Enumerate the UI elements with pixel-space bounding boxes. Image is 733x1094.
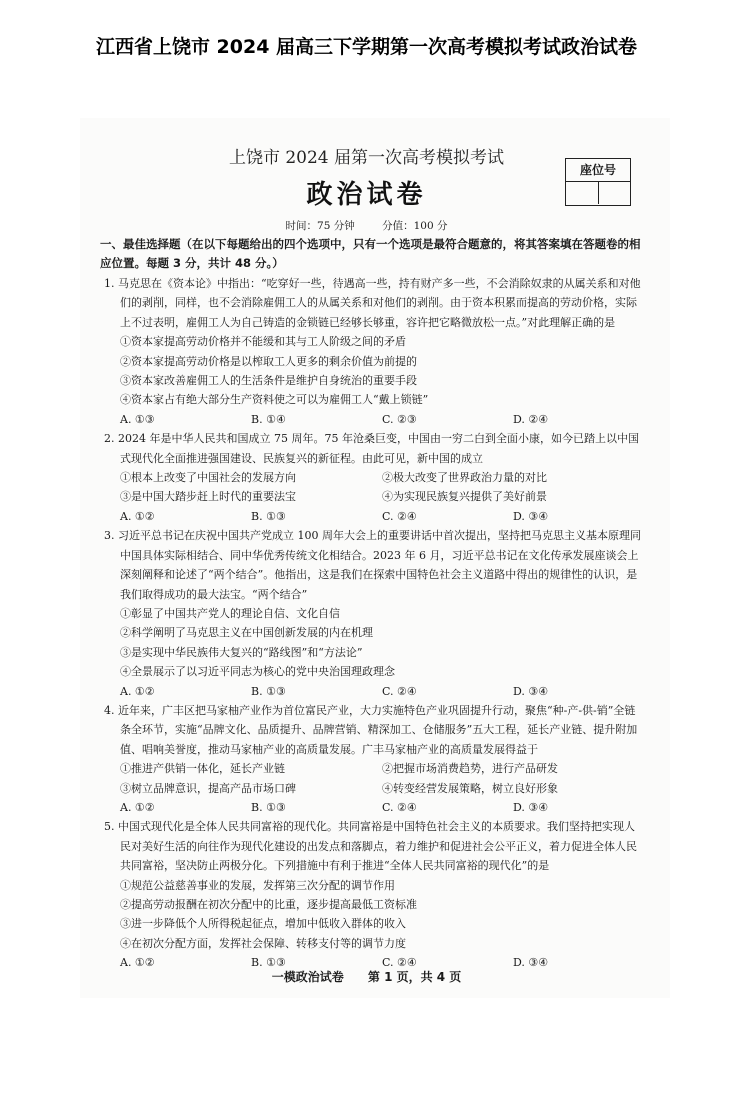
statement-option-row bbox=[120, 759, 644, 778]
answer-choice-a: A. ①③ bbox=[120, 412, 155, 426]
statement-option: ③进一步降低个人所得税起征点，增加中低收入群体的收入 bbox=[120, 917, 406, 931]
answer-choice-d: D. ③④ bbox=[513, 684, 549, 698]
answer-choice-b: B. ①④ bbox=[251, 412, 286, 426]
statement-option: ③树立品牌意识，提高产品市场口碑 bbox=[120, 781, 296, 795]
statement-option: ②把握市场消费趋势，进行产品研发 bbox=[382, 762, 558, 776]
statement-option: ④全景展示了以习近平同志为核心的党中央治国理政理念 bbox=[120, 665, 395, 679]
statement-option: ①规范公益慈善事业的发展，发挥第三次分配的调节作用 bbox=[120, 878, 395, 892]
question-stem: 2. 2024 年是中华人民共和国成立 75 周年。75 年沧桑巨变，中国由一穷二白到全面小康，如今已踏上以中国式现代化全面推进强国建设、民族复兴的新征程。由此可见，新中国的成立 bbox=[104, 432, 639, 465]
answer-choice-b: B. ①③ bbox=[251, 509, 286, 523]
statement-option: ②极大改变了世界政治力量的对比 bbox=[382, 471, 547, 485]
statement-option: ①资本家提高劳动价格并不能缓和其与工人阶级之间的矛盾 bbox=[120, 335, 406, 349]
answer-choice-c: C. ②④ bbox=[382, 956, 417, 970]
statement-option: ③是中国大踏步赶上时代的重要法宝 bbox=[120, 490, 296, 504]
seat-number-cells bbox=[566, 182, 630, 204]
statement-option: ④资本家占有绝大部分生产资料使之可以为雇佣工人“戴上锁链” bbox=[120, 393, 429, 407]
answer-choice-b: B. ①③ bbox=[251, 684, 286, 698]
answer-choice-d: D. ③④ bbox=[513, 509, 549, 523]
answer-choice-a: A. ①② bbox=[120, 509, 155, 523]
answer-choice-b: B. ①③ bbox=[251, 956, 286, 970]
statement-option: ①彰显了中国共产党人的理论自信、文化自信 bbox=[120, 606, 340, 620]
answer-choice-d: D. ②④ bbox=[513, 412, 549, 426]
statement-option: ②提高劳动报酬在初次分配中的比重，逐步提高最低工资标准 bbox=[120, 898, 417, 911]
question-stem: 4. 近年来，广丰区把马家柚产业作为首位富民产业，大力实施特色产业巩固提升行动，聚焦“种-产-供-销”全链条全环节，实施“品牌文化、品质提升、品牌营销、精深加工、仓储服务”五大工程，延长产业链、提升附加值、唱响美誉度，推动马家柚产业的高质量发展。广丰马家柚产业的高质量发展得益于 bbox=[104, 703, 638, 756]
question-stem: 1. 马克思在《资本论》中指出：“吃穿好一些，待遇高一些，持有财产多一些，不会消除奴隶的从属关系和对他们的剥削，同样，也不会消除雇佣工人的从属关系和对他们的剥削。由于资本积累而提高的劳动价格，实际上不过表明，雇佣工人为自己铸造的金锁链已经够长够重，容许把它略微放松一点。”对此理解正确的是 bbox=[104, 277, 641, 329]
answer-choices bbox=[120, 410, 644, 429]
statement-option: ④转变经营发展策略，树立良好形象 bbox=[382, 781, 558, 795]
subject-title: 政治试卷 bbox=[306, 180, 427, 210]
question-3 bbox=[104, 526, 644, 701]
answer-choice-a: A. ①② bbox=[120, 956, 155, 970]
statement-option-row bbox=[120, 779, 644, 798]
exam-title: 上饶市 2024 届第一次高考模拟考试 bbox=[228, 148, 505, 168]
answer-choice-d: D. ③④ bbox=[513, 956, 549, 970]
answer-choice-c: C. ②④ bbox=[382, 509, 417, 523]
statement-option: ①根本上改变了中国社会的发展方向 bbox=[120, 471, 296, 485]
answer-choice-d: D. ③④ bbox=[513, 800, 549, 814]
footer-exam-name: 一模政治试卷 bbox=[271, 970, 344, 984]
answer-choice-c: C. ②④ bbox=[382, 800, 417, 814]
exam-score: 分值：100 分 bbox=[382, 220, 448, 232]
statement-option: ②资本家提高劳动价格是以榨取工人更多的剩余价值为前提的 bbox=[120, 354, 417, 368]
question-list bbox=[104, 274, 644, 973]
statement-option: ①推进产供销一体化，延长产业链 bbox=[120, 762, 285, 776]
answer-choice-a: A. ①② bbox=[120, 684, 155, 698]
answer-choice-b: B. ①③ bbox=[251, 800, 286, 814]
statement-option-row bbox=[120, 487, 644, 506]
question-5 bbox=[104, 817, 644, 972]
answer-choice-c: C. ②③ bbox=[382, 412, 417, 426]
section-heading: 一、最佳选择题（在以下每题给出的四个选项中，只有一个选项是最符合题意的，将其答案填在答题卷的相应位置。每题 3 分，共计 48 分。） bbox=[100, 237, 641, 270]
question-stem: 3. 习近平总书记在庆祝中国共产党成立 100 周年大会上的重要讲话中首次提出，坚持把马克思主义基本原理同中国具体实际相结合、同中华优秀传统文化相结合。2023 年 6 月，习近平总书记在文化传承发展座谈会上深刻阐释和论述了“两个结合”。他指出，这是我们在探索中国特色社会主义道路中得出的规律性的认识，是我们取得成功的最大法宝。“两个结合” bbox=[104, 529, 641, 601]
question-2 bbox=[104, 429, 644, 526]
statement-option: ④在初次分配方面，发挥社会保障、转移支付等的调节力度 bbox=[120, 936, 406, 950]
question-stem: 5. 中国式现代化是全体人民共同富裕的现代化。共同富裕是中国特色社会主义的本质要求。我们坚持把实现人民对美好生活的向往作为现代化建设的出发点和落脚点，着力维护和促进社会公平正义，着力促进全体人民共同富裕，坚决防止两极分化。下列措施中有利于推进“全体人民共同富裕的现代化”的是 bbox=[104, 820, 637, 873]
answer-choices bbox=[120, 682, 644, 701]
seat-number-label: 座位号 bbox=[566, 159, 630, 182]
statement-option: ④为实现民族复兴提供了美好前景 bbox=[382, 490, 547, 504]
footer-page-number: 第 1 页，共 4 页 bbox=[367, 970, 462, 984]
answer-choices bbox=[120, 798, 644, 817]
statement-option-row bbox=[120, 468, 644, 487]
answer-choice-a: A. ①② bbox=[120, 800, 155, 814]
answer-choice-c: C. ②④ bbox=[382, 684, 417, 698]
statement-option: ③是实现中华民族伟大复兴的“路线图”和“方法论” bbox=[120, 645, 363, 659]
exam-time: 时间：75 分钟 bbox=[285, 220, 355, 232]
answer-choices bbox=[120, 507, 644, 526]
page-footer bbox=[0, 968, 733, 985]
document-title: 江西省上饶市 2024 届高三下学期第一次高考模拟考试政治试卷 bbox=[95, 36, 638, 58]
statement-option: ②科学阐明了马克思主义在中国创新发展的内在机理 bbox=[120, 626, 373, 640]
statement-option: ③资本家改善雇佣工人的生活条件是维护自身统治的重要手段 bbox=[120, 374, 417, 388]
question-4 bbox=[104, 701, 644, 817]
exam-meta bbox=[0, 218, 733, 233]
question-1 bbox=[104, 274, 644, 429]
seat-number-box bbox=[565, 158, 631, 206]
